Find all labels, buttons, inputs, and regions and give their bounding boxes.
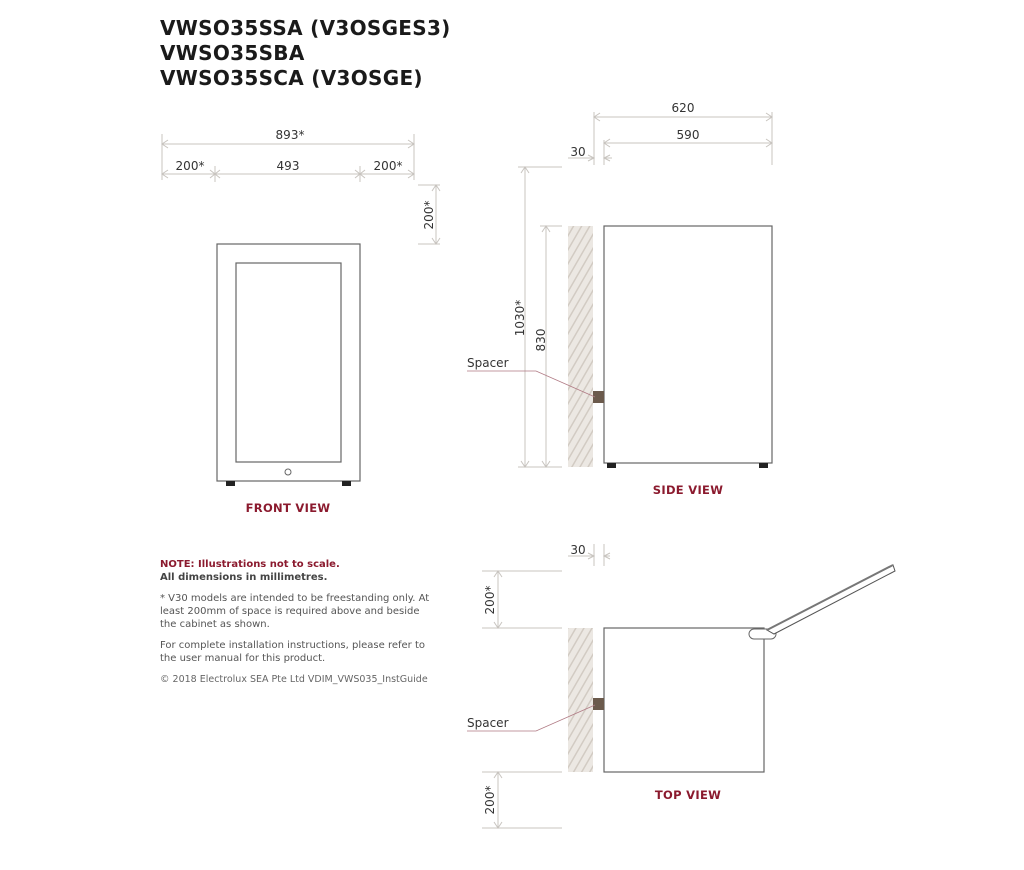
note-units: All dimensions in millimetres.	[160, 572, 328, 583]
dim-total-depth: 620	[671, 101, 695, 115]
dim-top-clearance: 200*	[422, 200, 436, 230]
dim-right-clearance: 200*	[373, 159, 403, 173]
top-view-cabinet	[467, 565, 895, 772]
dim-cabinet-height: 830	[534, 328, 548, 352]
dim-spacer-gap: 30	[570, 145, 586, 159]
top-spacer-label: Spacer	[467, 716, 509, 730]
front-view-label: FRONT VIEW	[245, 501, 331, 515]
side-view-cabinet	[467, 226, 772, 468]
top-dim-bottom-clearance: 200*	[483, 785, 497, 815]
top-view-label: TOP VIEW	[654, 788, 722, 802]
side-spacer-label: Spacer	[467, 356, 509, 370]
front-view-dimensions	[162, 134, 440, 244]
side-view-label: SIDE VIEW	[652, 483, 724, 497]
top-dim-spacer-gap: 30	[570, 543, 586, 557]
front-view-cabinet	[217, 244, 360, 486]
model-line-1: VWSO35SSA (V3OSGES3)	[160, 16, 451, 40]
notes-block	[160, 558, 430, 694]
copyright: © 2018 Electrolux SEA Pte Ltd VDIM_VWS035_InstGuide	[160, 674, 428, 685]
dim-left-clearance: 200*	[175, 159, 205, 173]
note-instructions: For complete installation instructions, please refer to the user manual for this product.	[160, 640, 425, 664]
top-spacer-block	[593, 698, 604, 710]
top-dim-top-clearance: 200*	[483, 585, 497, 615]
note-not-to-scale: NOTE: Illustrations not to scale.	[160, 559, 340, 570]
model-line-3: VWSO35SCA (V3OSGE)	[160, 66, 423, 90]
dim-total-width: 893*	[275, 128, 305, 142]
dim-total-height: 1030*	[513, 299, 527, 337]
model-line-2: VWSO35SBA	[160, 41, 305, 65]
dim-cabinet-width: 493	[276, 159, 300, 173]
wall-hatch	[568, 226, 593, 467]
note-freestanding: * V30 models are intended to be freestanding only. At least 200mm of space is required above and beside the cabinet as shown.	[160, 593, 430, 630]
dim-cabinet-depth: 590	[676, 128, 700, 142]
